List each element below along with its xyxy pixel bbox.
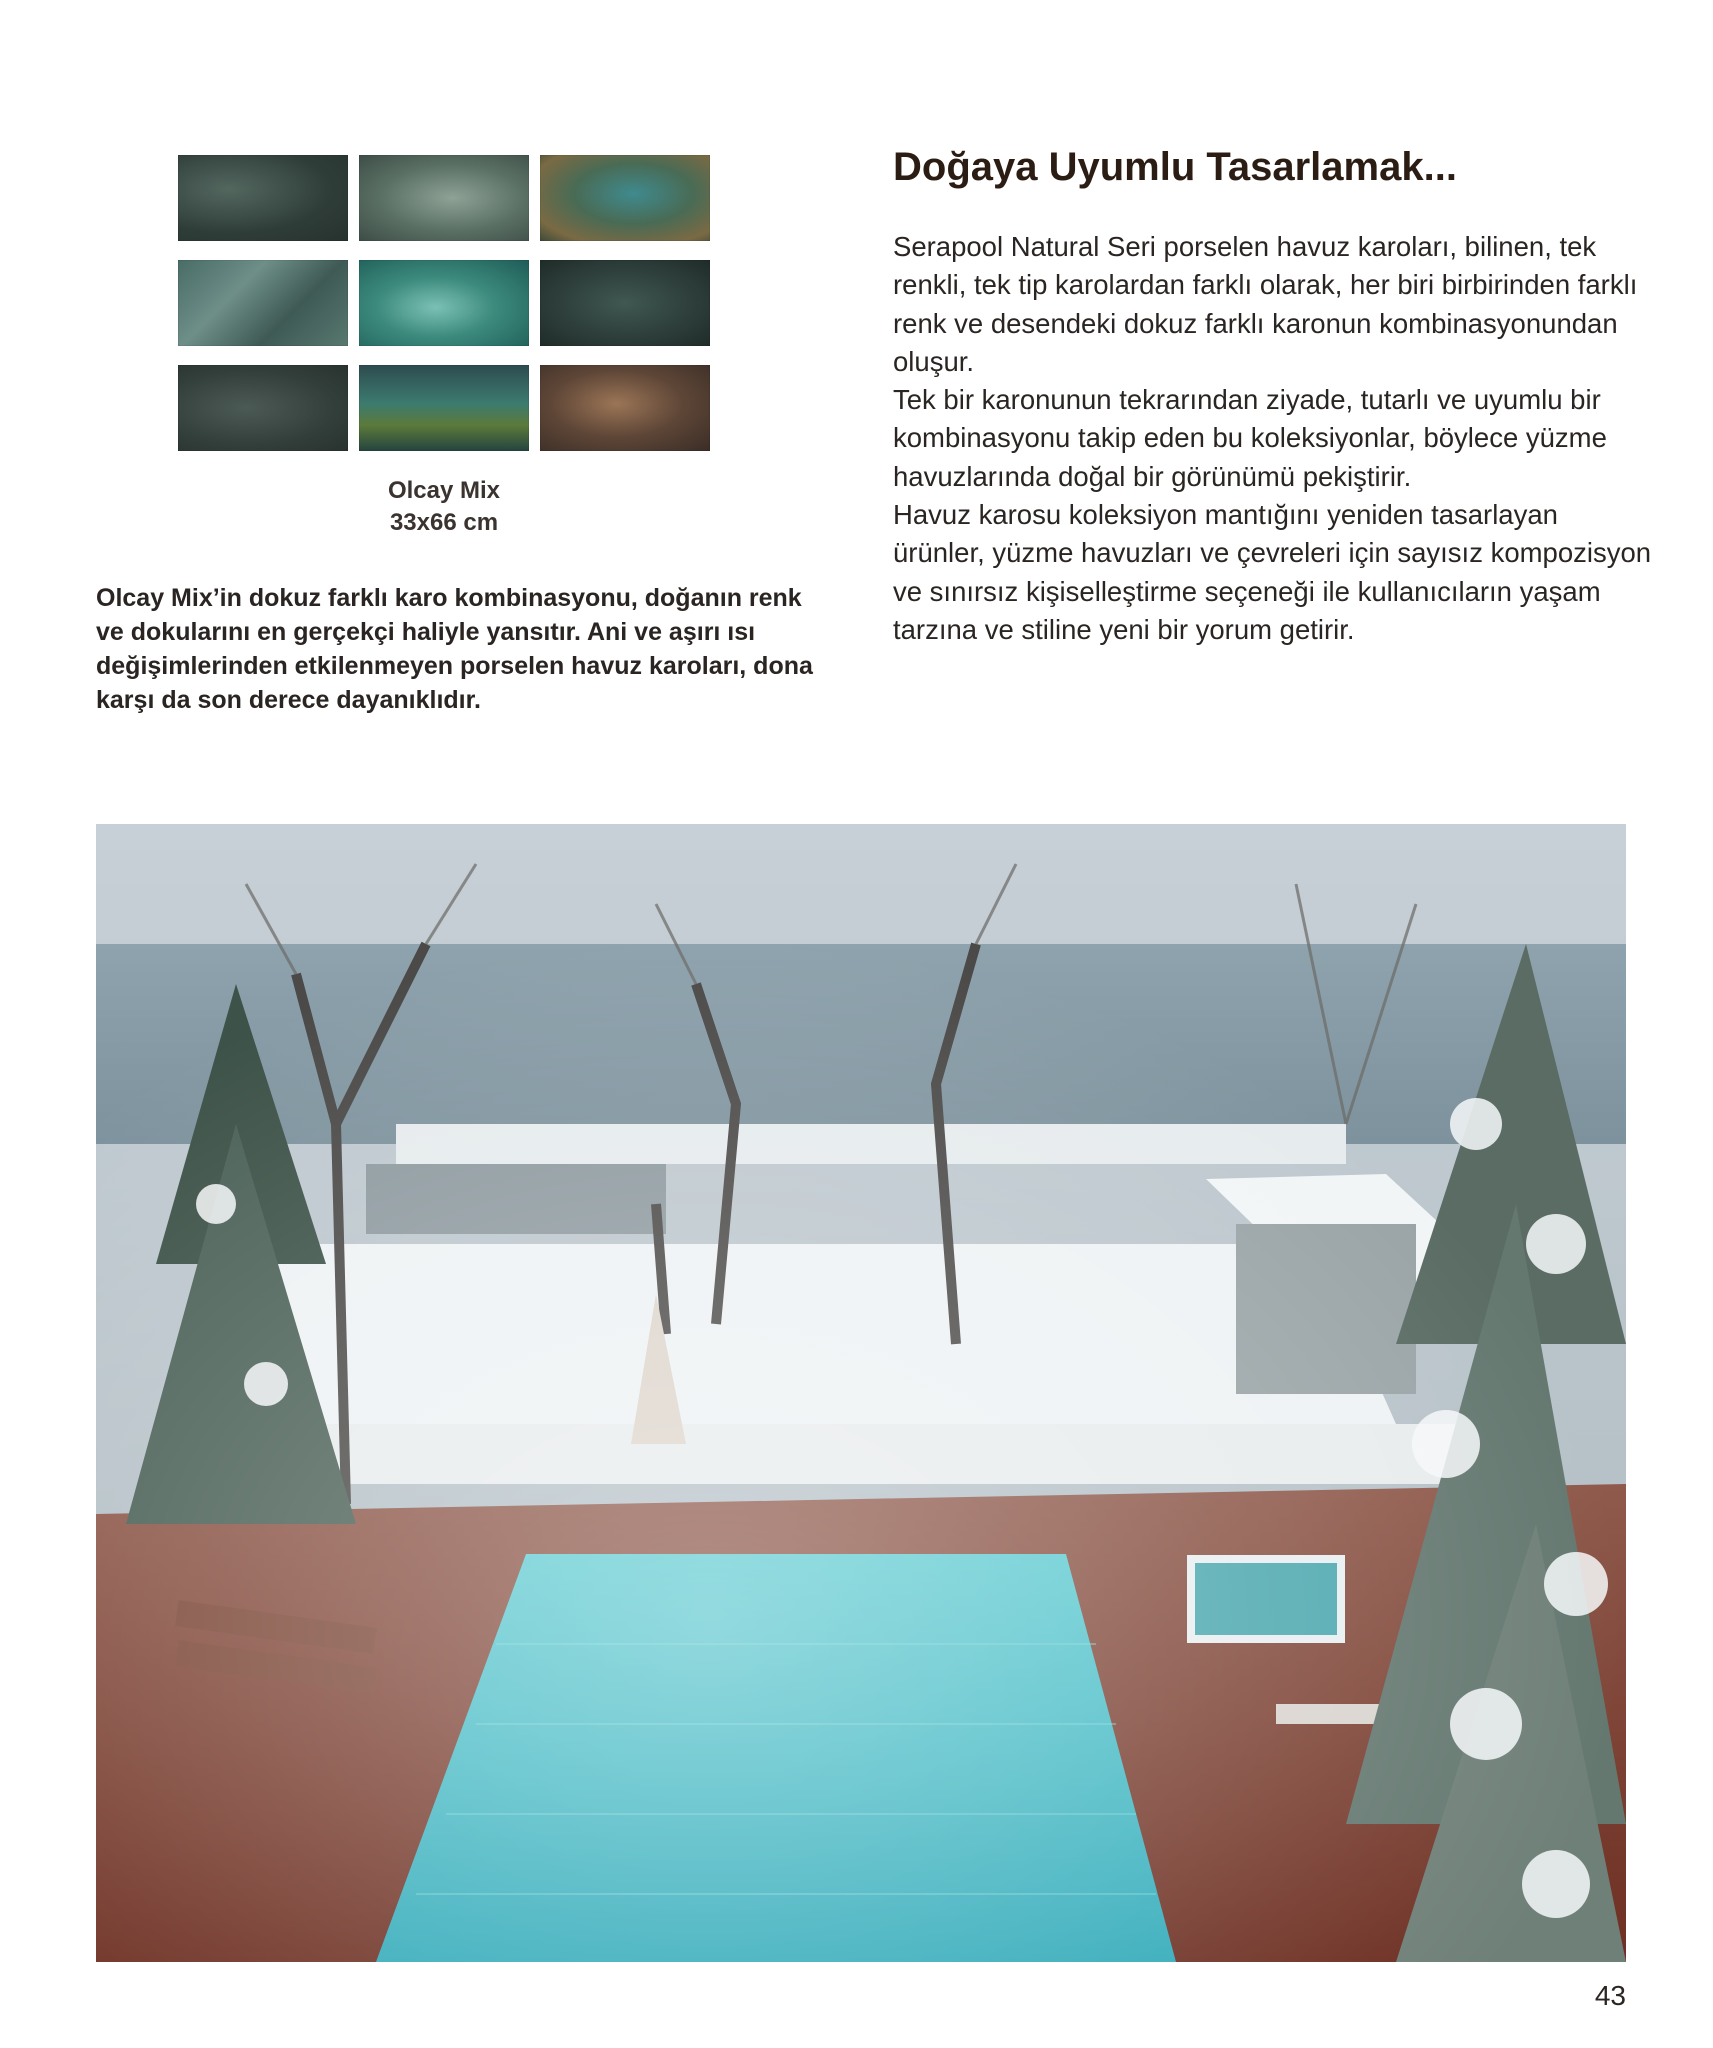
tile-swatch — [178, 365, 348, 451]
article-paragraph-1: Serapool Natural Seri porselen havuz karoları, bilinen, tek renkli, tek tip karolardan farklı olarak, her biri birbirinden farklı renk ve desendeki dokuz farklı karonun kombinasyonundan oluşur. — [893, 231, 1638, 377]
tile-swatch — [178, 260, 348, 346]
tile-swatch — [540, 155, 710, 241]
tile-swatch — [540, 365, 710, 451]
tile-description-text: Olcay Mix’in dokuz farklı karo kombinasyonu, doğanın renk ve dokularını en gerçekçi haliyle yansıtır. Ani ve aşırı ısı değişimlerinden etkilenmeyen porselen havuz karoları, dona karşı da son derece dayanıklıdır. — [96, 584, 813, 714]
tile-size-caption: 33x66 cm — [389, 509, 499, 536]
tile-swatch — [178, 155, 348, 241]
page-number: 43 — [1594, 1980, 1626, 2011]
tile-swatch — [359, 365, 529, 451]
tile-swatch — [359, 155, 529, 241]
tile-name-caption: Olcay Mix — [387, 477, 501, 504]
article-heading: Doğaya Uyumlu Tasarlamak... — [893, 145, 1457, 189]
tile-swatch — [540, 260, 710, 346]
article-body — [893, 228, 1653, 649]
tile-sample-grid — [178, 155, 710, 451]
tile-description — [96, 581, 836, 717]
tile-swatch — [359, 260, 529, 346]
pool-photo — [96, 824, 1626, 1962]
article-paragraph-3: Havuz karosu koleksiyon mantığını yeniden tasarlayan ürünler, yüzme havuzları ve çevreleri için sayısız kompozisyon ve sınırsız kişiselleştirme seçeneği ile kullanıcıların yaşam tarzına ve stiline yeni bir yorum getirir. — [893, 499, 1652, 645]
article-paragraph-2: Tek bir karonunun tekrarından ziyade, tutarlı ve uyumlu bir kombinasyonu takip eden bu koleksiyonlar, böylece yüzme havuzlarında doğal bir görünümü pekiştirir. — [893, 384, 1607, 492]
